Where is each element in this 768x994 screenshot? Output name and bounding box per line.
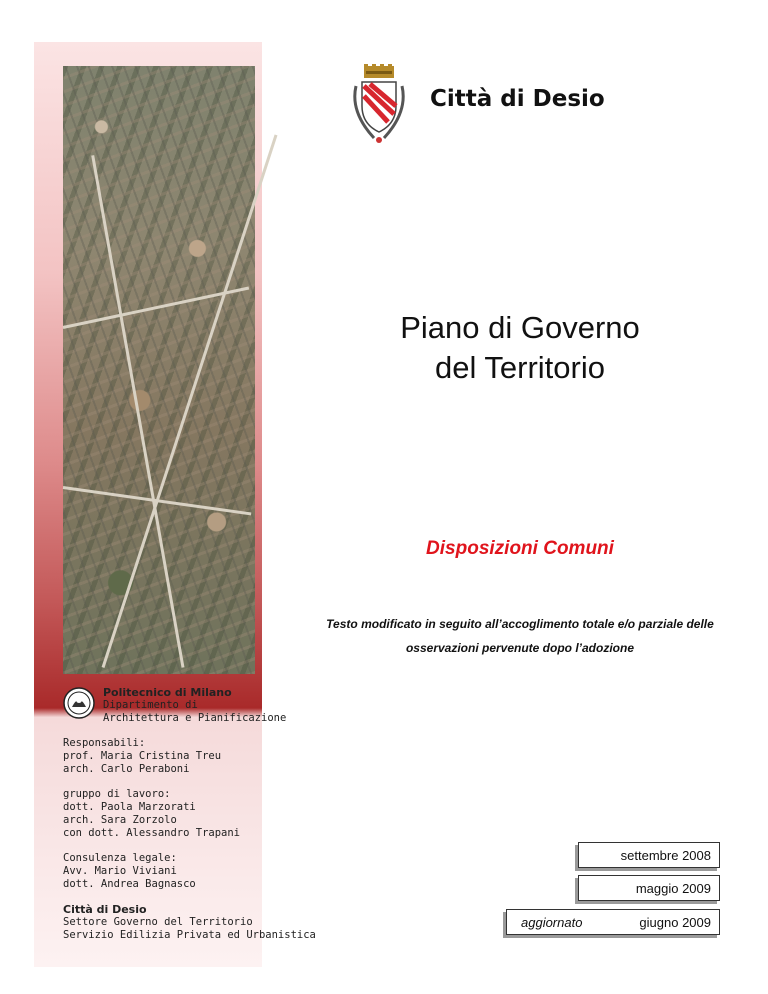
date-box-second bbox=[578, 875, 720, 901]
legale-label: Consulenza legale: bbox=[63, 852, 177, 864]
institution-row bbox=[63, 686, 323, 725]
city-office-line-1: Settore Governo del Territorio bbox=[63, 916, 253, 928]
gruppo-member: con dott. Alessandro Trapani bbox=[63, 827, 241, 839]
credits-block bbox=[63, 686, 323, 942]
department-line-1: Dipartimento di bbox=[103, 699, 198, 711]
gruppo-member: dott. Paola Marzorati bbox=[63, 801, 196, 813]
date-box-first bbox=[578, 842, 720, 868]
title-line-2: del Territorio bbox=[434, 350, 605, 385]
responsabile-name: arch. Carlo Peraboni bbox=[63, 763, 190, 775]
document-title bbox=[300, 308, 740, 388]
date-updated: giugno 2009 bbox=[639, 914, 711, 930]
revision-note bbox=[280, 612, 760, 660]
gruppo-block bbox=[63, 788, 323, 840]
aerial-photo bbox=[63, 66, 255, 674]
city-coat-of-arms-icon bbox=[344, 62, 414, 146]
date-second: maggio 2009 bbox=[635, 880, 711, 896]
legale-member: Avv. Mario Viviani bbox=[63, 865, 177, 877]
date-box-updated bbox=[506, 909, 720, 935]
legale-member: dott. Andrea Bagnasco bbox=[63, 878, 196, 890]
city-office-label: Città di Desio bbox=[63, 903, 147, 916]
institution-name: Politecnico di Milano bbox=[103, 686, 232, 699]
note-line-1: Testo modificato in seguito all’accoglimento totale e/o parziale delle bbox=[326, 617, 714, 631]
responsabili-block bbox=[63, 737, 323, 776]
document-subtitle: Disposizioni Comuni bbox=[426, 538, 614, 559]
gruppo-label: gruppo di lavoro: bbox=[63, 788, 171, 800]
responsabili-label: Responsabili: bbox=[63, 737, 146, 749]
city-title: Città di Desio bbox=[430, 86, 605, 112]
city-office-block bbox=[63, 903, 323, 942]
date-first: settembre 2008 bbox=[620, 847, 711, 863]
updated-label: aggiornato bbox=[521, 914, 583, 930]
politecnico-seal-icon bbox=[63, 687, 95, 719]
city-office-line-2: Servizio Edilizia Privata ed Urbanistica bbox=[63, 929, 316, 941]
responsabile-name: prof. Maria Cristina Treu bbox=[63, 750, 222, 762]
note-line-2: osservazioni pervenute dopo l’adozione bbox=[405, 641, 635, 655]
legale-block bbox=[63, 852, 323, 891]
department-line-2: Architettura e Pianificazione bbox=[103, 712, 287, 724]
title-line-1: Piano di Governo bbox=[400, 310, 640, 345]
gruppo-member: arch. Sara Zorzolo bbox=[63, 814, 177, 826]
